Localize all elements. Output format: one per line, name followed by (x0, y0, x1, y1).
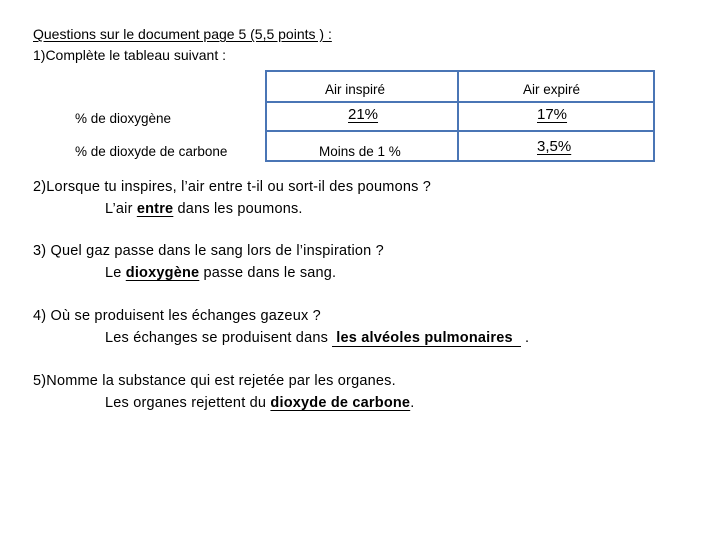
answer-2-key: entre (136, 201, 174, 217)
page-title: Questions sur le document page 5 (5,5 points ) : (33, 26, 332, 42)
cell-co2-inspired: Moins de 1 % (319, 144, 401, 159)
answer-3: Le dioxygène passe dans le sang. (105, 265, 337, 281)
cell-co2-expired: 3,5% (537, 138, 572, 155)
table-divider-vertical (457, 70, 459, 162)
question-3: 3) Quel gaz passe dans le sang lors de l’inspiration ? (33, 243, 384, 259)
table-divider-row2 (265, 130, 655, 132)
row-label-co2: % de dioxyde de carbone (75, 144, 228, 159)
instruction-1: 1)Complète le tableau suivant : (33, 47, 226, 63)
answer-3-key: dioxygène (125, 265, 200, 281)
answer-4-blank (332, 330, 520, 347)
answer-2: L’air entre dans les poumons. (105, 201, 303, 217)
question-4: 4) Où se produisent les échanges gazeux ? (33, 308, 321, 324)
answer-5-key: dioxyde de carbone (270, 395, 411, 411)
answer-4-key: les alvéoles pulmonaires (336, 330, 513, 346)
row-label-dioxygen: % de dioxygène (75, 111, 172, 126)
question-5: 5)Nomme la substance qui est rejetée par les organes. (33, 373, 396, 389)
cell-dioxygen-inspired: 21% (348, 106, 379, 123)
cell-dioxygen-expired: 17% (537, 106, 568, 123)
column-header-expired: Air expiré (523, 82, 581, 97)
answer-4: Les échanges se produisent dans les alvéoles pulmonaires . (105, 330, 530, 346)
column-header-inspired: Air inspiré (325, 82, 386, 97)
answer-5: Les organes rejettent du dioxyde de carbone. (105, 395, 415, 411)
table-divider-row1 (265, 101, 655, 103)
question-2: 2)Lorsque tu inspires, l’air entre t-il ou sort-il des poumons ? (33, 179, 432, 195)
